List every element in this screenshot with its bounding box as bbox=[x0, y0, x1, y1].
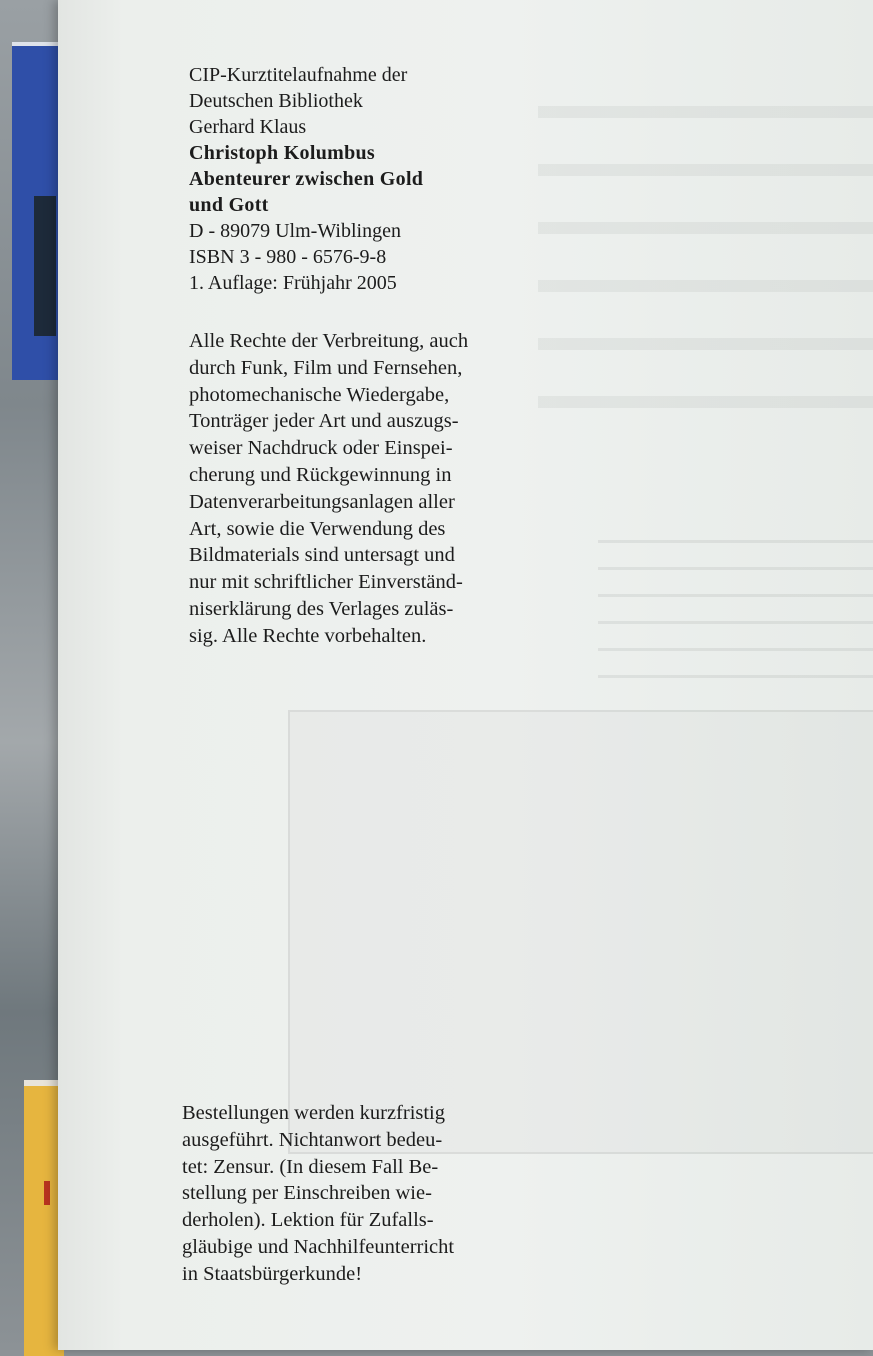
show-through-headings bbox=[538, 60, 873, 440]
rights-line: weiser Nachdruck oder Einspei- bbox=[189, 437, 453, 460]
cip-line: CIP-Kurztitelaufnahme der bbox=[189, 64, 408, 86]
order-line: ausgeführt. Nichtanwort bedeu- bbox=[182, 1128, 443, 1151]
rights-line: Art, sowie die Verwendung des bbox=[189, 517, 446, 540]
order-line: in Staatsbürgerkunde! bbox=[182, 1262, 363, 1285]
rights-line: durch Funk, Film und Fernsehen, bbox=[189, 356, 463, 379]
order-line: tet: Zensur. (In diesem Fall Be- bbox=[182, 1155, 439, 1178]
show-through-image bbox=[288, 710, 873, 1154]
order-line: derholen). Lektion für Zufalls- bbox=[182, 1209, 434, 1232]
rights-line: cherung und Rückgewinnung in bbox=[189, 463, 452, 486]
rights-line: sig. Alle Rechte vorbehalten. bbox=[189, 624, 427, 647]
book-subtitle: Abenteurer zwischen Gold bbox=[189, 168, 424, 190]
edition: 1. Auflage: Frühjahr 2005 bbox=[189, 272, 397, 294]
rights-line: niserklärung des Verlages zuläs- bbox=[189, 597, 454, 620]
cip-line: Deutschen Bibliothek bbox=[189, 90, 363, 112]
rights-line: photomechanische Wiedergabe, bbox=[189, 383, 450, 406]
rights-line: Datenverarbeitungsanlagen aller bbox=[189, 490, 455, 513]
publisher-address: D - 89079 Ulm-Wiblingen bbox=[189, 220, 401, 242]
show-through-text bbox=[598, 520, 873, 690]
rights-line: nur mit schriftlicher Einverständ- bbox=[189, 571, 463, 594]
cover-letter-mark bbox=[44, 1181, 50, 1205]
order-notice bbox=[182, 1100, 454, 1288]
order-line: gläubige und Nachhilfeunterricht bbox=[182, 1235, 455, 1258]
order-line: Bestellungen werden kurzfristig bbox=[182, 1102, 446, 1124]
rights-line: Bildmaterials sind untersagt und bbox=[189, 544, 455, 567]
rights-line: Tonträger jeder Art und auszugs- bbox=[189, 410, 459, 433]
rights-notice bbox=[189, 328, 534, 650]
book-page bbox=[58, 0, 873, 1350]
cover-picture bbox=[34, 196, 56, 336]
author-name: Gerhard Klaus bbox=[189, 116, 307, 138]
order-line: stellung per Einschreiben wie- bbox=[182, 1182, 432, 1205]
isbn: ISBN 3 - 980 - 6576-9-8 bbox=[189, 246, 387, 268]
blue-book-edge bbox=[12, 42, 62, 380]
rights-line: Alle Rechte der Verbreitung, auch bbox=[189, 330, 469, 352]
cip-block bbox=[189, 62, 423, 296]
book-title: Christoph Kolumbus bbox=[189, 142, 376, 164]
book-subtitle: und Gott bbox=[189, 194, 269, 216]
